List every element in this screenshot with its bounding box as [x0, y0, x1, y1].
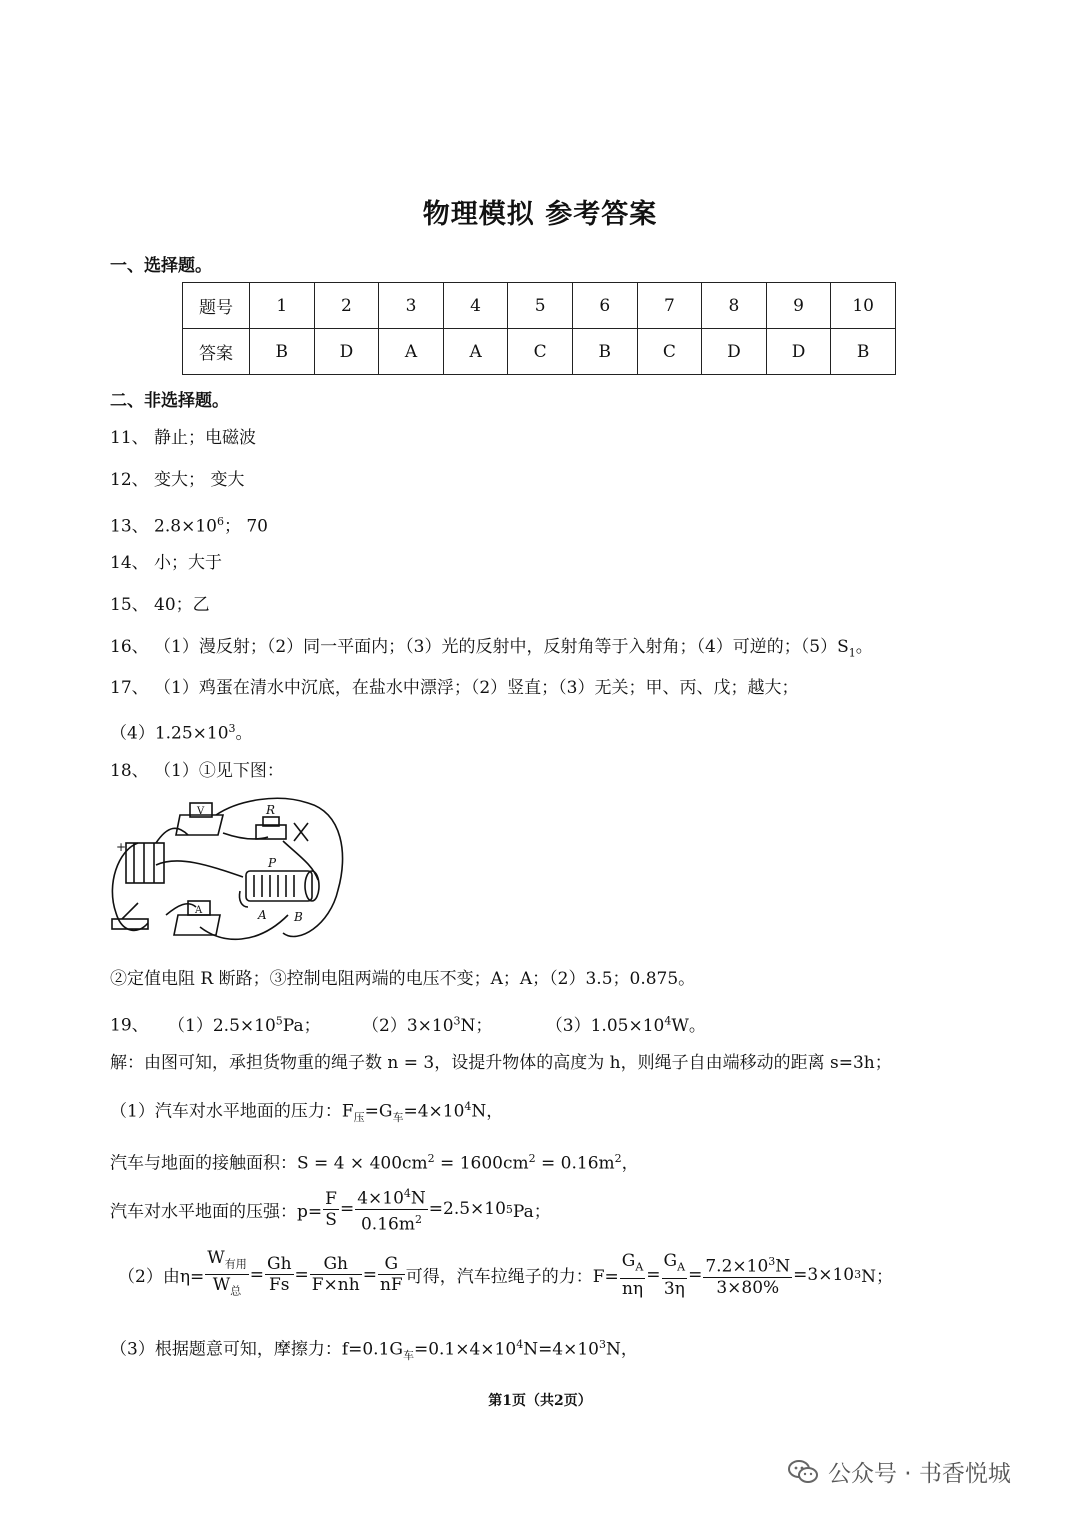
answer-cell: B — [250, 329, 315, 375]
fraction — [323, 1189, 339, 1230]
label-voltmeter: V — [197, 806, 205, 817]
denominator — [355, 1210, 428, 1235]
text: （2）3×10 — [362, 1015, 454, 1036]
text: （3）根据题意可知，摩擦力：f=0.1G — [110, 1339, 403, 1360]
text: =0.1×4×10 — [413, 1339, 517, 1360]
text: N， — [471, 1101, 504, 1122]
answer-14: 14、 小；大于 — [110, 553, 223, 573]
text: 0.16m — [360, 1214, 415, 1235]
numerator — [205, 1248, 248, 1275]
answer-cell: C — [637, 329, 702, 375]
text: N； — [460, 1015, 493, 1036]
table-row-answers — [183, 329, 896, 375]
text: G — [621, 1251, 636, 1272]
exponent: 2 — [414, 1212, 422, 1226]
text: = — [339, 1199, 355, 1220]
text: （2）由η= — [118, 1267, 205, 1288]
subscript: A — [635, 1260, 644, 1274]
numerator: G — [378, 1254, 405, 1275]
answer-19 — [110, 1010, 706, 1037]
page-footer: 第1页（共2页） — [488, 1393, 592, 1409]
text: W。 — [671, 1015, 706, 1036]
fraction — [205, 1248, 248, 1302]
subscript: 有用 — [224, 1257, 247, 1271]
answer-12: 12、 变大； 变大 — [110, 470, 245, 490]
answer-17-part4 — [110, 718, 253, 745]
wire — [283, 841, 318, 880]
denominator: 3η — [663, 1278, 685, 1299]
exponent: 6 — [216, 515, 224, 528]
numerator: F — [325, 1188, 337, 1209]
question-number: 4 — [443, 283, 508, 329]
exponent: 5 — [275, 1014, 283, 1027]
wire — [223, 833, 268, 839]
denominator: 3×80% — [716, 1277, 780, 1298]
numerator — [355, 1184, 428, 1210]
section-heading-nonchoice: 二、非选择题。 — [110, 391, 229, 411]
numerator — [620, 1251, 646, 1278]
text: 汽车对水平地面的压强：p= — [110, 1201, 323, 1222]
page-title: 物理模拟 参考答案 — [422, 199, 658, 230]
exponent: 3 — [768, 1255, 776, 1269]
text: ， — [621, 1153, 639, 1174]
question-number: 8 — [702, 283, 767, 329]
exponent: 4 — [516, 1338, 524, 1351]
text: G — [663, 1251, 678, 1272]
text: N — [410, 1188, 426, 1209]
text: Pa； — [282, 1015, 321, 1036]
watermark — [788, 1455, 1011, 1488]
text: = 0.16m — [535, 1153, 615, 1174]
text: = 1600cm — [434, 1153, 529, 1174]
solution-intro: 解：由图可知，承担货物重的绳子数 n = 3，设提升物体的高度为 h，则绳子自由端移动的距离 s=3h； — [110, 1053, 892, 1073]
efficiency-line: （2）由η= $\frac{W_{有用}}{W_总}$ = $\frac{Gh}{Fs}$ = $\frac{Gh}{F\times nh}$ = $\frac{G}{nF}$ 可得，汽车拉绳子的力：F= $\frac{G_A}{n\eta}$ = $\frac{G_A}{3\eta}$ = $\frac{7.2\times 10^3N}{3\times 80\%}$ =3×10 3 N； — [118, 1248, 893, 1302]
denominator: S — [325, 1209, 337, 1230]
answer-19-part3 — [546, 1016, 706, 1036]
answer-cell: B — [831, 329, 896, 375]
exponent: 4 — [403, 1187, 411, 1200]
exponent: 2 — [427, 1152, 435, 1165]
fraction — [310, 1254, 362, 1295]
text: N； — [861, 1267, 893, 1288]
answer-17-part4-suffix: 。 — [235, 723, 253, 744]
answer-13-suffix: ； 70 — [223, 516, 268, 537]
numerator: Gh — [310, 1254, 362, 1275]
text: （1）汽车对水平地面的压力：F — [110, 1101, 354, 1122]
answer-16-text: 16、 （1）漫反射；（2）同一平面内；（3）光的反射中，反射角等于入射角；（4）可逆的；（5）S — [110, 637, 849, 657]
text: Pa； — [512, 1201, 551, 1222]
text: N=4×10 — [523, 1339, 599, 1360]
exponent: 2 — [614, 1152, 622, 1165]
text: 汽车与地面的接触面积：S = 4 × 400cm — [110, 1153, 428, 1174]
answer-19-part2 — [362, 1016, 492, 1036]
subscript: A — [677, 1260, 686, 1274]
exponent: 3 — [854, 1268, 862, 1282]
question-number: 9 — [766, 283, 831, 329]
answer-cell: A — [443, 329, 508, 375]
question-number: 2 — [314, 283, 379, 329]
text: 可得，汽车拉绳子的力：F= — [405, 1267, 619, 1288]
wire — [166, 904, 196, 915]
text: N — [775, 1256, 791, 1277]
exponent: 5 — [505, 1202, 513, 1216]
answer-cell: D — [314, 329, 379, 375]
fraction — [378, 1254, 405, 1295]
text: =2.5×10 — [428, 1199, 506, 1220]
wechat-icon — [788, 1459, 818, 1485]
label-b: B — [294, 910, 303, 924]
subscript: 1 — [848, 646, 856, 660]
resistor-icon — [256, 825, 286, 839]
answer-17-part4-text: （4）1.25×10 — [110, 723, 229, 744]
table-row-questions — [183, 283, 896, 329]
denominator: F×nh — [311, 1275, 360, 1296]
subscript: 总 — [230, 1284, 242, 1298]
label-r: R — [266, 803, 276, 817]
row-label-answer: 答案 — [183, 329, 250, 375]
text: （3）1.05×10 — [545, 1015, 665, 1036]
answer-cell: C — [508, 329, 573, 375]
watermark-text: 公众号 · 书香悦城 — [828, 1461, 1011, 1487]
battery-icon — [126, 843, 164, 883]
text: =3×10 — [793, 1264, 855, 1285]
denominator: nη — [621, 1278, 644, 1299]
numerator: Gh — [266, 1254, 292, 1275]
exponent: 4 — [464, 1100, 472, 1113]
denominator: nF — [379, 1275, 403, 1296]
numerator — [703, 1252, 792, 1278]
denominator: Fs — [268, 1275, 290, 1296]
question-number: 7 — [637, 283, 702, 329]
question-number: 1 — [250, 283, 315, 329]
answer-13 — [110, 511, 268, 538]
answer-15: 15、 40；乙 — [110, 595, 210, 615]
answer-18: 18、 （1）①见下图： — [110, 761, 284, 781]
answer-16 — [110, 636, 873, 664]
text: 7.2×10 — [705, 1256, 769, 1277]
subscript: 车 — [402, 1349, 414, 1363]
fraction — [265, 1254, 294, 1295]
exponent: 3 — [599, 1338, 606, 1351]
answer-17: 17、 （1）鸡蛋在清水中沉底，在盐水中漂浮；（2）竖直；（3）无关；甲、丙、戊；越大； — [110, 678, 799, 698]
numerator — [662, 1251, 688, 1278]
fraction — [355, 1184, 428, 1234]
circuit-diagram — [108, 795, 348, 945]
text: 4×10 — [357, 1188, 404, 1209]
subscript: 压 — [353, 1111, 365, 1125]
voltmeter-icon — [176, 815, 223, 835]
text: W — [212, 1275, 231, 1296]
rheostat-icon — [246, 871, 312, 901]
answer-cell: A — [379, 329, 444, 375]
label-plus: + — [116, 840, 127, 854]
label-a: A — [258, 908, 267, 922]
answer-cell: D — [702, 329, 767, 375]
label-ammeter: A — [195, 905, 203, 916]
text: （1）2.5×10 — [168, 1015, 276, 1036]
fraction — [703, 1252, 792, 1298]
ammeter-icon — [174, 915, 220, 935]
question-number: 3 — [379, 283, 444, 329]
question-number: 10 — [831, 283, 896, 329]
answer-19-label: 19、 — [110, 1015, 149, 1036]
fraction — [662, 1251, 688, 1298]
pressure-force-line — [110, 1096, 503, 1129]
answer-table — [182, 282, 896, 375]
text: W — [207, 1248, 225, 1268]
text: =4×10 — [403, 1101, 465, 1122]
answer-cell: D — [766, 329, 831, 375]
question-number: 5 — [508, 283, 573, 329]
answer-11: 11、 静止；电磁波 — [110, 428, 257, 448]
fraction — [620, 1251, 646, 1298]
label-p: P — [268, 856, 277, 870]
exponent: 3 — [228, 722, 236, 735]
text: =G — [364, 1101, 393, 1122]
contact-area-line — [110, 1148, 639, 1175]
exponent: 2 — [528, 1152, 536, 1165]
exponent: 4 — [664, 1014, 672, 1027]
answer-13-text: 13、 2.8×10 — [110, 516, 217, 537]
row-label-question: 题号 — [183, 283, 250, 329]
exponent: 3 — [453, 1014, 461, 1027]
wire — [156, 861, 243, 877]
section-heading-choice: 一、选择题。 — [110, 256, 212, 276]
answer-cell: B — [572, 329, 637, 375]
question-number: 6 — [572, 283, 637, 329]
answer-19-part1 — [168, 1016, 321, 1036]
answer-18-continued: ②定值电阻 R 断路；③控制电阻两端的电压不变；A；A；（2）3.5；0.875。 — [110, 969, 696, 989]
friction-line — [110, 1334, 638, 1367]
pressure-line — [110, 1184, 551, 1234]
text: N， — [606, 1339, 638, 1360]
denominator — [205, 1275, 248, 1301]
subscript: 车 — [392, 1111, 404, 1125]
answer-16-suffix: 。 — [855, 637, 873, 657]
wire — [112, 843, 148, 930]
